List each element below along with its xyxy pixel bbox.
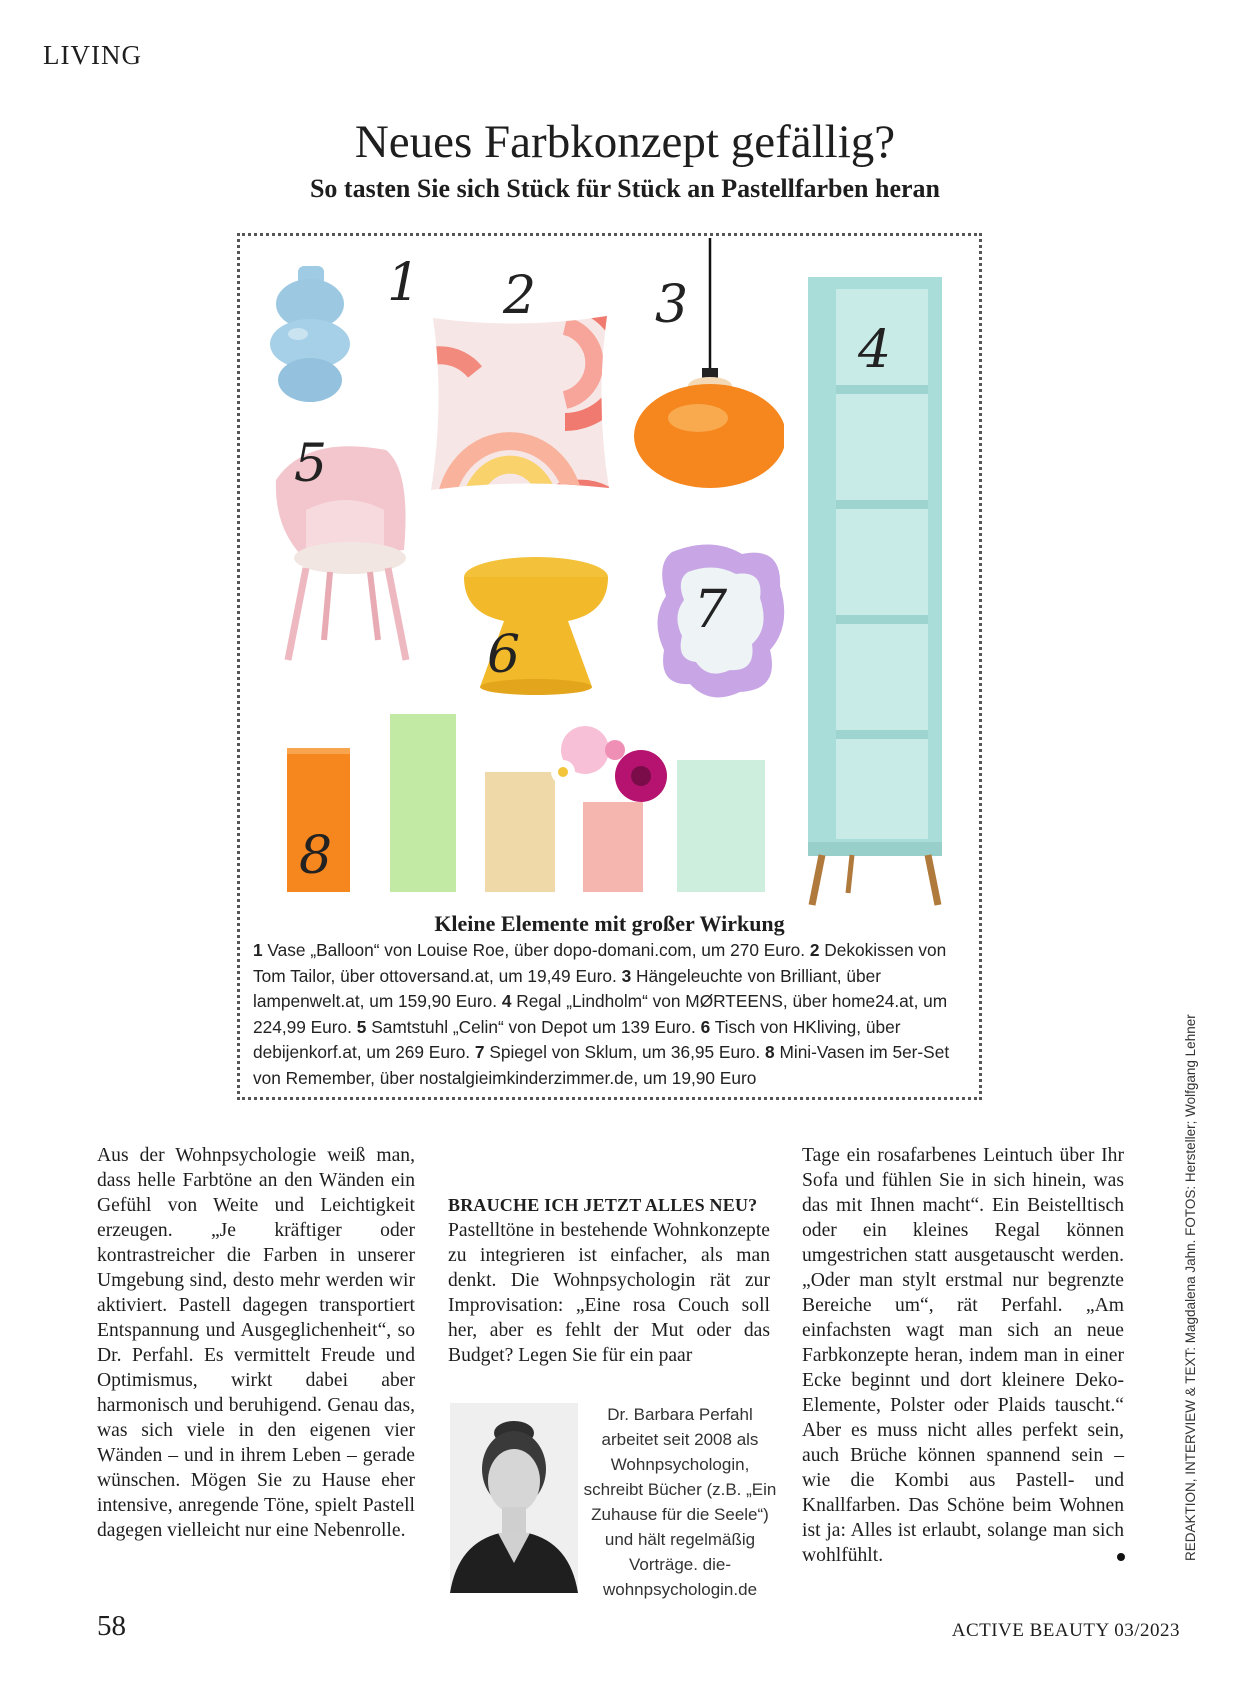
caption-number: 8 — [765, 1042, 775, 1062]
product-number: 5 — [294, 434, 328, 494]
caption-item: Mini-Vasen im 5er-Set von Remember, über nostalgieimkinderzimmer.de, um 19,90 Euro — [253, 1042, 950, 1088]
page-number: 58 — [97, 1610, 126, 1642]
product-number: 3 — [655, 275, 689, 335]
article-paragraph: Tage ein rosafarbenes Leintuch über Ihr Sofa und fühlen Sie in sich hinein, was das mit Ihnen macht“. Ein Beistelltisch oder ein kleines Regal können umgestrichen statt ausgetauscht werden. „Oder man stylt erstmal nur begrenzte Bereiche um“, rät Perfahl. „Am einfachsten wagt man sich an neue Farbkonzepte heran, indem man in einer Ecke beginnt und dort kleinere Deko-Elemente, Polster oder Plaids tauscht.“ Aber es muss nicht alles perfekt sein, auch Brüche können spannend sein – wie die Kombi aus Pastell- und Knallfarben. Das Schöne beim Wohnen ist ja: Alles ist erlaubt, solange man sich wohlfühlt. — [802, 1145, 1124, 1566]
page-title: Neues Farbkonzept gefällig? — [354, 116, 896, 168]
caption-item: Dekokissen von Tom Tailor, über ottoversand.at, um 19,49 Euro. — [253, 940, 947, 986]
mini-vases-icon — [285, 710, 770, 895]
section-label: LIVING — [43, 40, 142, 70]
page-subtitle: So tasten Sie sich Stück für Stück an Pastellfarben heran — [309, 174, 941, 203]
article-column-2 — [448, 1193, 770, 1368]
cushion-icon — [425, 312, 615, 492]
article-paragraph: Aus der Wohnpsychologie weiß man, dass helle Farbtöne an den Wänden ein Gefühl von Weite und Leichtigkeit erzeugen. „Je kräftiger oder kontrastreicher die Farben in unserer Umgebung sind, desto mehr werden wir aktiviert. Pastell dagegen transportiert Entspannung und Ausgeglichenheit“, so Dr. Perfahl. Es vermittelt Freude und Optimismus, wirkt dabei aber harmonisch und beruhigend. Genau das, was sich viele in den eigenen vier Wänden – und in ihrem Leben – gerade wünschen. Mögen Sie zu Hause eher intensive, anregende Töne, spielt Pastell dagegen vielleicht nur eine Nebenrolle. — [97, 1145, 415, 1541]
portrait-photo — [450, 1403, 578, 1593]
vase-icon — [262, 264, 358, 406]
product-number: 4 — [858, 320, 892, 380]
caption-item: Spiegel von Sklum, um 36,95 Euro. — [484, 1042, 766, 1062]
person-portrait-icon — [450, 1403, 578, 1593]
end-mark — [1117, 1553, 1125, 1561]
caption-item: Samtstuhl „Celin“ von Depot um 139 Euro. — [366, 1016, 701, 1037]
caption-text — [253, 938, 968, 1091]
photo-credit: REDAKTION, INTERVIEW & TEXT: Magdalena Jahn. FOTOS: Hersteller; Wolfgang Lehner — [1183, 1014, 1198, 1561]
pendant-lamp-icon — [628, 238, 784, 500]
side-table-icon — [458, 555, 614, 695]
article-column-1 — [97, 1143, 415, 1543]
product-number: 6 — [487, 625, 521, 685]
article-paragraph: Pastelltöne in bestehende Wohnkonzepte zu integrieren ist einfacher, als man denkt. Die Wohnpsychologin rät zur Improvisation: „Eine rosa Couch soll her, aber es fehlt der Mut oder das Budget? Legen Sie für ein paar — [448, 1220, 770, 1366]
caption-heading: Kleine Elemente mit großer Wirkung — [434, 911, 785, 936]
caption-item: Vase „Balloon“ von Louise Roe, über dopo-domani.com, um 270 Euro. — [262, 940, 810, 960]
caption-number: 7 — [474, 1042, 485, 1062]
caption-number: 3 — [621, 965, 632, 986]
caption-item: Tisch von HKliving, über debijenkorf.at, um 269 Euro. — [253, 1016, 901, 1062]
product-number: 2 — [503, 266, 537, 326]
product-number: 1 — [387, 253, 421, 313]
article-column-3 — [802, 1143, 1124, 1568]
caption-item: Hängeleuchte von Brilliant, über lampenwelt.at, um 159,90 Euro. — [253, 965, 881, 1011]
article-subheading: BRAUCHE ICH JETZT ALLES NEU? — [448, 1195, 758, 1215]
magazine-issue: ACTIVE BEAUTY 03/2023 — [951, 1620, 1180, 1641]
caption-number: 4 — [501, 991, 512, 1011]
product-number: 7 — [694, 580, 728, 640]
caption-number: 5 — [356, 1016, 367, 1037]
caption-number: 2 — [809, 940, 820, 960]
caption-number: 1 — [253, 940, 263, 960]
caption-item: Regal „Lindholm“ von MØRTEENS, über home24.at, um 224,99 Euro. — [253, 991, 948, 1037]
product-number: 8 — [299, 826, 333, 886]
chair-icon — [266, 440, 416, 670]
caption-number: 6 — [700, 1016, 711, 1037]
expert-bio: Dr. Barbara Perfahl arbeitet seit 2008 als Wohnpsychologin, schreibt Bücher (z.B. „Ein Zuhause für die Seele“) und hält regelmäßig Vorträge. die-wohnpsychologin.de — [583, 1405, 777, 1599]
